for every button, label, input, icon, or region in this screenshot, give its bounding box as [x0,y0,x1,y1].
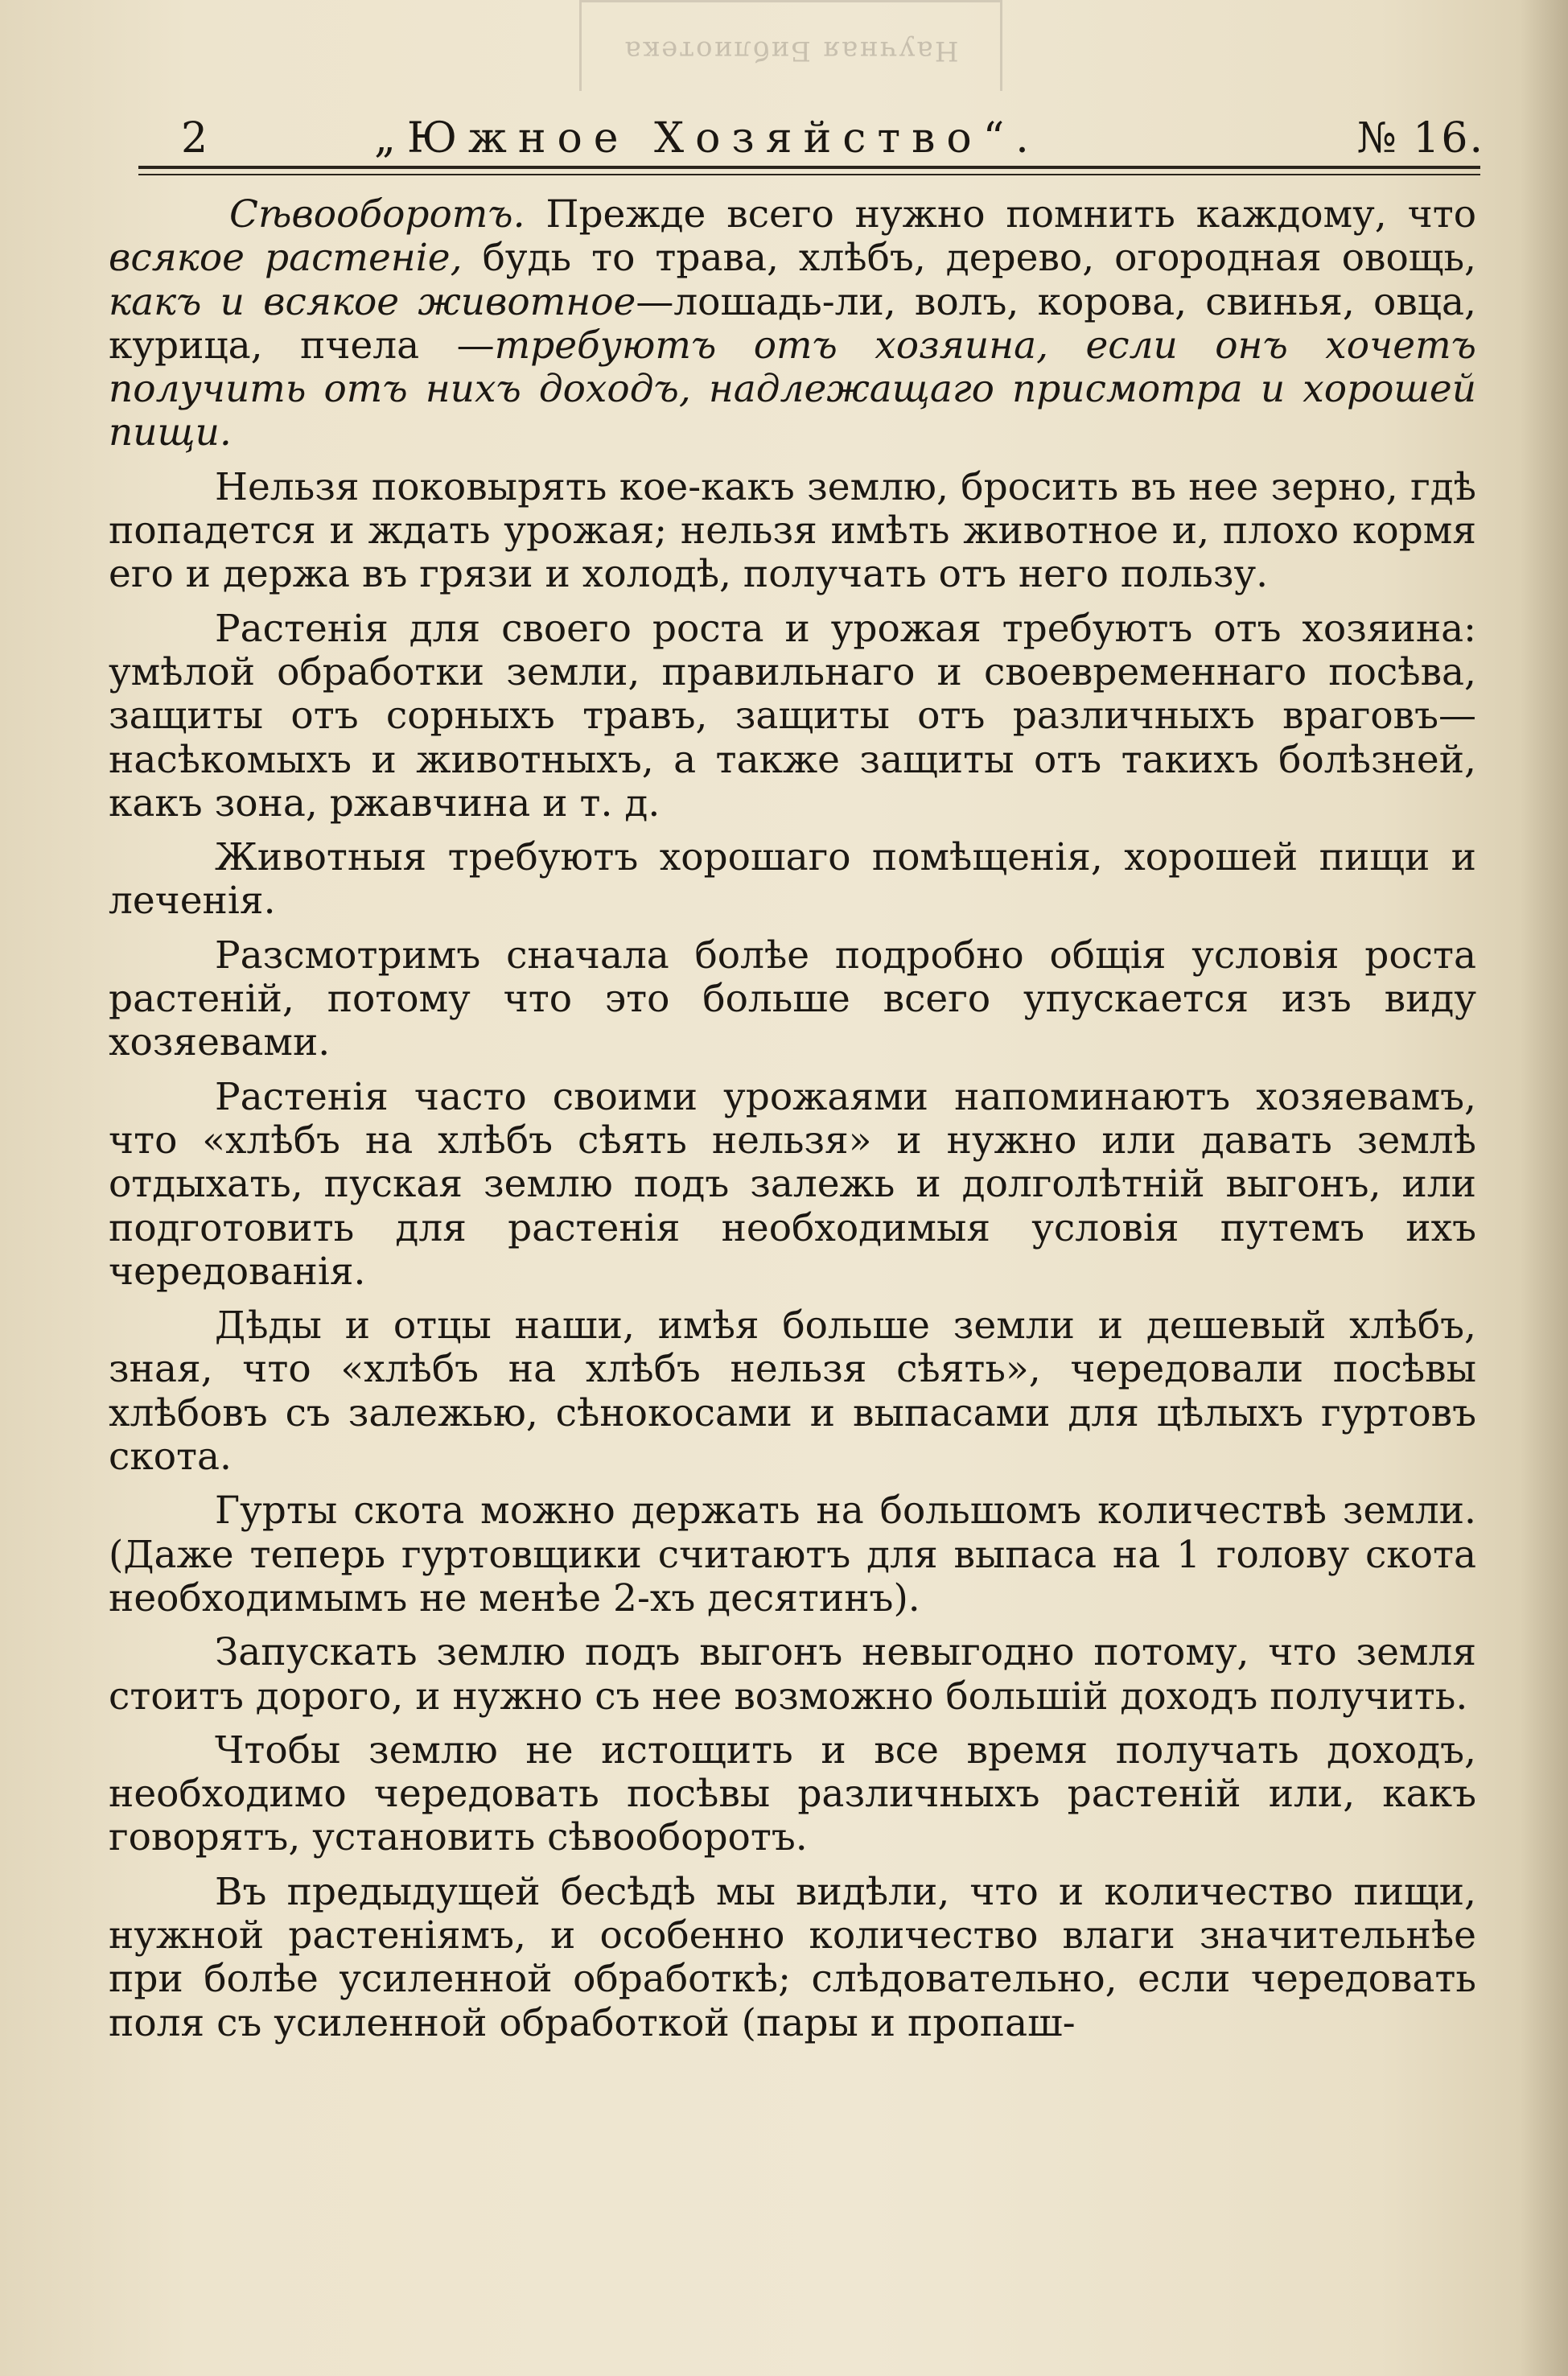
text-run: Растенія часто своими урожаями напоминаютъ хозяевамъ, что «хлѣбъ на хлѣбъ сѣять нельзя» и нужно или давать землѣ отдыхать, пуская землю подъ залежь и долголѣтній выгонъ, или подготовить для растенія необходимыя условія путемъ ихъ чередованія. [109,1074,1476,1294]
text-run: Чтобы землю не истощить и все время получать доходъ, необходимо чередовать посѣвы различныхъ растеній или, какъ говорятъ, установить сѣвооборотъ. [109,1727,1476,1860]
text-run: Растенія для своего роста и урожая требуютъ отъ хозяина: умѣлой обработки земли, правильнаго и своевременнаго посѣва, защиты отъ сорныхъ травъ, защиты отъ различныхъ враговъ—насѣкомыхъ и животныхъ, а также защиты отъ такихъ болѣзней, какъ зона, ржавчина и т. д. [109,606,1476,826]
text-run: всякое растеніе, [109,236,463,281]
paragraph [109,934,1476,1065]
page-number: 2 [181,114,208,163]
text-run: Въ предыдущей бесѣдѣ мы видѣли, что и количество пищи, нужной растеніямъ, и особенно количество влаги значительнѣе при болѣе усиленной обработкѣ; слѣдовательно, если чередовать поля съ усиленной обработкой (пары и пропаш- [109,1869,1476,2045]
paragraph [109,836,1476,924]
page-edge-shadow [1520,0,1568,2376]
header-rule-thin [138,174,1480,175]
paragraph [109,1304,1476,1479]
text-run: Разсмотримъ сначала болѣе подробно общія условія роста растеній, потому что это больше всего упускается изъ виду хозяевами. [109,933,1476,1065]
paragraph [109,1871,1476,2045]
paragraph [109,1076,1476,1294]
text-run: какъ и всякое животное [109,279,636,324]
paragraph [109,466,1476,597]
text-run: —лошадь-ли, волъ, корова, свинья, овца, курица, пчела — [109,279,1476,368]
header-rule-thick [138,166,1480,169]
text-run: Нельзя поковырять кое-какъ землю, бросить въ нее зерно, гдѣ попадется и ждать урожая; нельзя имѣть животное и, плохо кормя его и держа въ грязи и холодѣ, получать отъ него пользу. [109,464,1476,597]
paragraph [109,1489,1476,1620]
text-run: требуютъ отъ хозяина, если онъ хочетъ получить отъ нихъ доходъ, надлежащаго присмотра и хорошей пищи. [109,323,1476,455]
issue-number: № 16. [1356,114,1484,163]
paragraph [109,193,1476,455]
paragraph [109,607,1476,826]
paragraph [109,1631,1476,1719]
text-run: Сѣвооборотъ. [229,192,525,237]
text-run: Прежде всего нужно помнить каждому, что [525,192,1476,237]
text-run: Дѣды и отцы наши, имѣя больше земли и дешевый хлѣбъ, зная, что «хлѣбъ на хлѣбъ нельзя сѣять», чередовали посѣвы хлѣбовъ съ залежью, сѣнокосами и выпасами для цѣлыхъ гуртовъ скота. [109,1303,1476,1480]
journal-title: „Южное Хозяйство“. [374,114,1040,163]
text-run: Запускать землю подъ выгонъ невыгодно потому, что земля стоитъ дорого, и нужно съ нее возможно большій доходъ получить. [109,1630,1476,1719]
library-stamp: Научная Библиотека [579,0,1002,91]
text-run: Животныя требуютъ хорошаго помѣщенія, хорошей пищи и леченія. [109,835,1476,924]
paragraph [109,1729,1476,1860]
text-run: будь то трава, хлѣбъ, дерево, огородная овощь, [462,236,1476,281]
running-header [133,113,1484,164]
article-body [109,193,1476,2056]
text-run: Гурты скота можно держать на большомъ количествѣ земли. (Даже теперь гуртовщики считаютъ для выпаса на 1 голову скота необходимымъ не менѣе 2-хъ десятинъ). [109,1489,1476,1620]
